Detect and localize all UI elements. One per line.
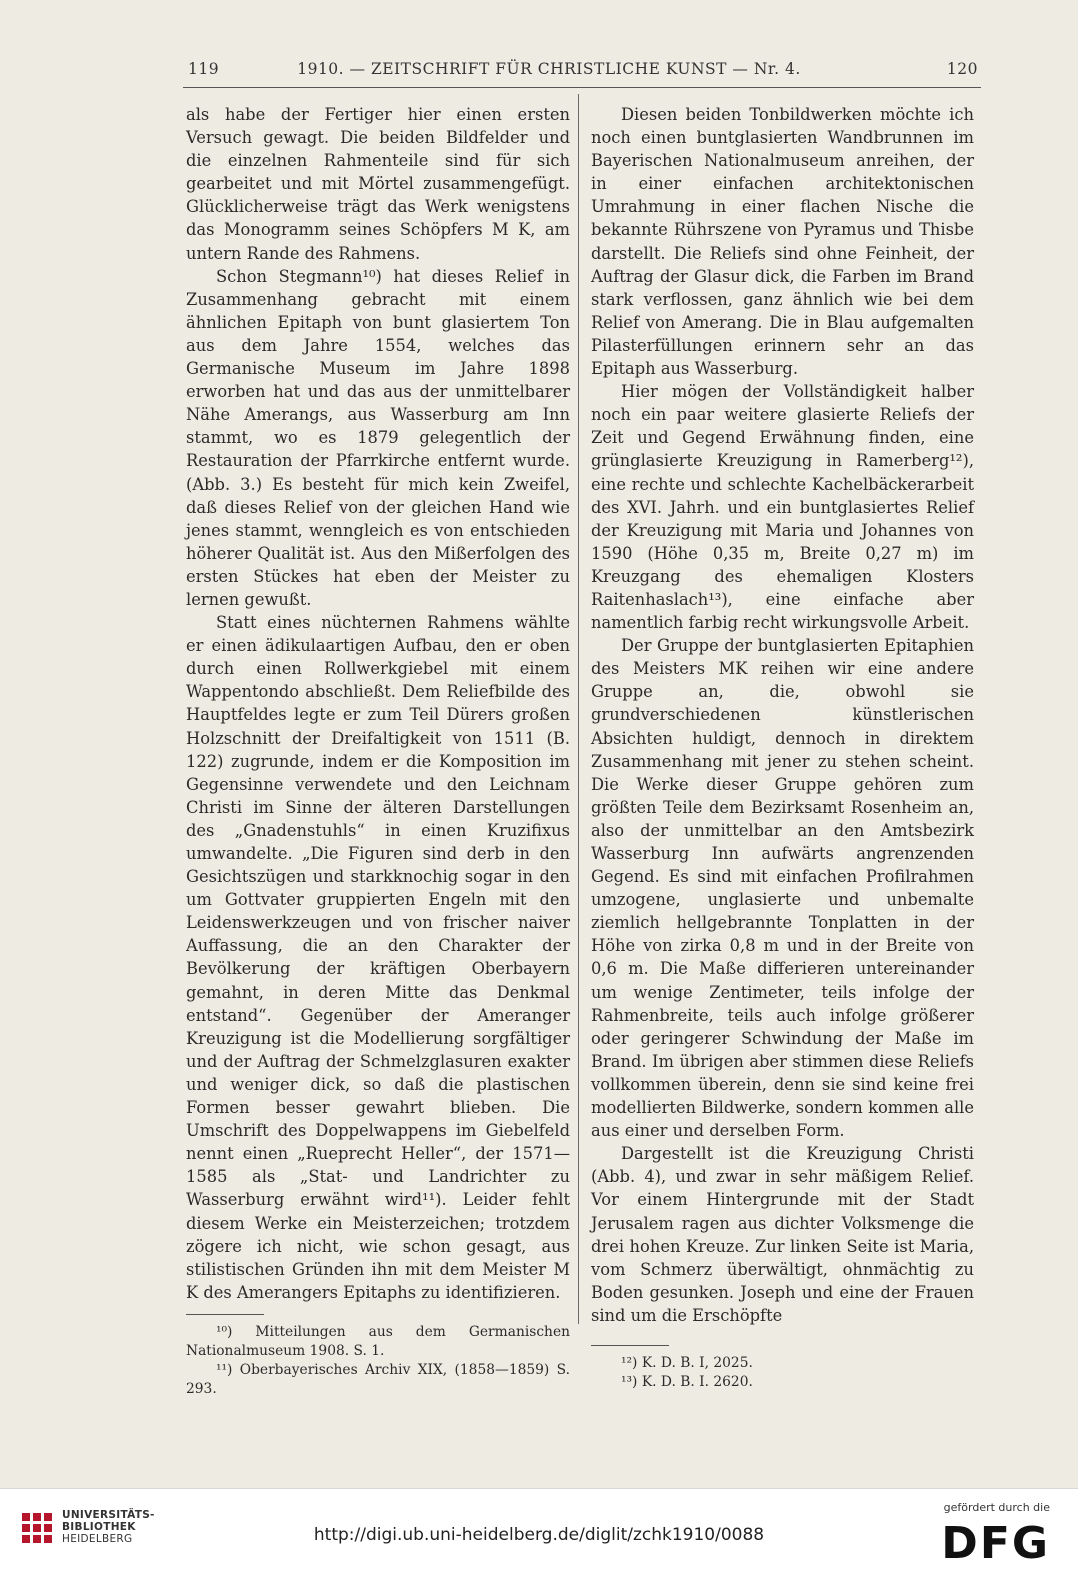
library-name-line: HEIDELBERG <box>62 1533 133 1545</box>
right-column <box>591 103 974 1392</box>
right-paragraph: Diesen beiden Tonbildwerken möchte ich noch einen buntglasierten Wandbrunnen im Bayerischen Nationalmuseum anreihen, der in einer einfachen architektonischen Umrahmung in einer flachen Nische die bekannte Rührszene von Pyramus und Thisbe darstellt. Die Reliefs sind ohne Feinheit, der Auftrag der Glasur dick, die Farben im Brand stark verflossen, ganz ähnlich wie bei dem Relief von Amerang. Die in Blau aufgemalten Pilasterfüllungen erinnern sehr an das Epitaph aus Wasserburg. <box>591 105 974 379</box>
running-title: 1910. — ZEITSCHRIFT FÜR CHRISTLICHE KUNST — Nr. 4. <box>297 60 801 78</box>
footnote: ¹⁰) Mitteilungen aus dem Germanischen Nationalmuseum 1908. S. 1. <box>186 1323 570 1359</box>
left-paragraph: Statt eines nüchternen Rahmens wählte er einen ädikulaartigen Aufbau, den er oben durch einen Rollwerkgiebel mit einem Wappentondo abschließt. Dem Reliefbilde des Hauptfeldes legte er zum Teil Dürers großen Holzschnitt der Dreifaltigkeit von 1511 (B. 122) zugrunde, indem er die Komposition im Gegensinne verwendete und den Leichnam Christi im Sinne der älteren Darstellungen des „Gnadenstuhls“ in einen Kruzifixus umwandelte. „Die Figuren sind derb in den Gesichtszügen und starkknochig sogar in den um Gottvater gruppierten Engeln mit den Leidenswerkzeugen und von frischer naiver Auffassung, die an den Charakter der Bevölkerung der kräftigen Oberbayern gemahnt, in deren Mitte das Denkmal entstand“. Gegenüber der Ameranger Kreuzigung ist die Modellierung sorgfältiger und der Auftrag der Schmelzglasuren exakter und weniger dick, so daß die plastischen Formen besser gewahrt blieben. Die Umschrift des Doppelwappens im Giebelfeld nennt einen „Rueprecht Heller“, der 1571—1585 als „Stat- und Landrichter zu Wasserburg erwähnt wird¹¹). Leider fehlt diesem Werke ein Meisterzeichen; trotzdem zögere ich nicht, wie schon gesagt, aus stilistischen Gründen ihn mit dem Meister M K des Amerangers Epitaphs zu identifizieren. <box>186 613 570 1302</box>
footnote: ¹²) K. D. B. I, 2025. <box>621 1354 753 1371</box>
footnote: ¹³) K. D. B. I. 2620. <box>621 1373 753 1390</box>
footnote-rule <box>186 1314 264 1315</box>
right-paragraph: Der Gruppe der buntglasierten Epitaphien des Meisters MK reihen wir eine andere Gruppe an, die, obwohl sie grundverschiedenen künstlerischen Absichten huldigt, dennoch in direktem Zusammenhang mit jener zu stehen scheint. Die Werke dieser Gruppe gehören zum größten Teile dem Bezirksamt Rosenheim an, also der unmittelbar an den Amtsbezirk Wasserburg Inn aufwärts angrenzenden Gegend. Es sind mit einfachen Profilrahmen umzogene, unglasierte und unbemalte ziemlich hellgebrannte Tonplatten in der Höhe von zirka 0,8 m und in der Breite von 0,6 m. Die Maße differieren untereinander um wenige Zentimeter, teils infolge der Rahmenbreite, teils auch infolge größerer oder geringerer Schwindung der Maße im Brand. Im übrigen aber stimmen diese Reliefs vollkommen überein, denn sie sind keine frei modellierten Bildwerke, sondern kommen alle aus einer und derselben Form. <box>591 636 974 1141</box>
funding-caption: gefördert durch die <box>943 1501 1050 1514</box>
right-paragraph: Dargestellt ist die Kreuzigung Christi (Abb. 4), und zwar in sehr mäßigem Relief. Vor einem Hintergrunde mit der Stadt Jerusalem ragen aus dichter Volksmenge die drei hohen Kreuze. Zur linken Seite ist Maria, vom Schmerz überwältigt, ohnmächtig zu Boden gesunken. Joseph und eine der Frauen sind um die Erschöpfte <box>591 1144 974 1325</box>
left-paragraph: als habe der Fertiger hier einen ersten Versuch gewagt. Die beiden Bildfelder und die einzelnen Rahmenteile sind für sich gearbeitet und mit Mörtel zusammengefügt. Glücklicherweise trägt das Werk wenigstens das Monogramm seines Schöpfers M K, am untern Rande des Rahmens. <box>186 105 570 263</box>
right-paragraph: Hier mögen der Vollständigkeit halber noch ein paar weitere glasierte Reliefs der Zeit und Gegend Erwähnung finden, eine grünglasierte Kreuzigung in Ramerberg¹²), eine rechte und schlechte Kachelbäckerarbeit des XVI. Jahrh. und ein buntglasiertes Relief der Kreuzigung mit Maria und Johannes von 1590 (Höhe 0,35 m, Breite 0,27 m) im Kreuzgang des ehemaligen Klosters Raitenhaslach¹³), eine einfache aber namentlich farbig recht wirkungsvolle Arbeit. <box>591 382 974 633</box>
column-divider <box>578 94 579 1324</box>
page-number-left: 119 <box>188 60 220 78</box>
dfg-logo: DFG <box>941 1518 1050 1569</box>
library-name-line: UNIVERSITÄTS- <box>62 1509 155 1521</box>
footnote-rule <box>591 1345 669 1346</box>
viewer-footer <box>0 1488 1078 1586</box>
permalink-url[interactable]: http://digi.ub.uni-heidelberg.de/diglit/zchk1910/0088 <box>313 1525 765 1545</box>
left-paragraph: Schon Stegmann¹⁰) hat dieses Relief in Zusammenhang gebracht mit einem ähnlichen Epitaph von bunt glasiertem Ton aus dem Jahre 1554, welches das Germanische Museum im Jahre 1898 erworben hat und das aus der unmittelbarer Nähe Amerangs, aus Wasserburg am Inn stammt, wo es 1879 gelegentlich der Restauration der Pfarrkirche entfernt wurde. (Abb. 3.) Es besteht für mich kein Zweifel, daß dieses Relief von der gleichen Hand wie jenes stammt, wenngleich es von entschieden höherer Qualität ist. Aus den Mißerfolgen des ersten Stückes hat eben der Meister zu lernen gewußt. <box>186 266 570 609</box>
footnote: ¹¹) Oberbayerisches Archiv XIX, (1858—1859) S. 293. <box>186 1361 570 1397</box>
left-column <box>186 103 570 1399</box>
library-name-line: BIBLIOTHEK <box>62 1521 136 1533</box>
page-number-right: 120 <box>946 60 978 78</box>
header-rule <box>183 87 981 88</box>
